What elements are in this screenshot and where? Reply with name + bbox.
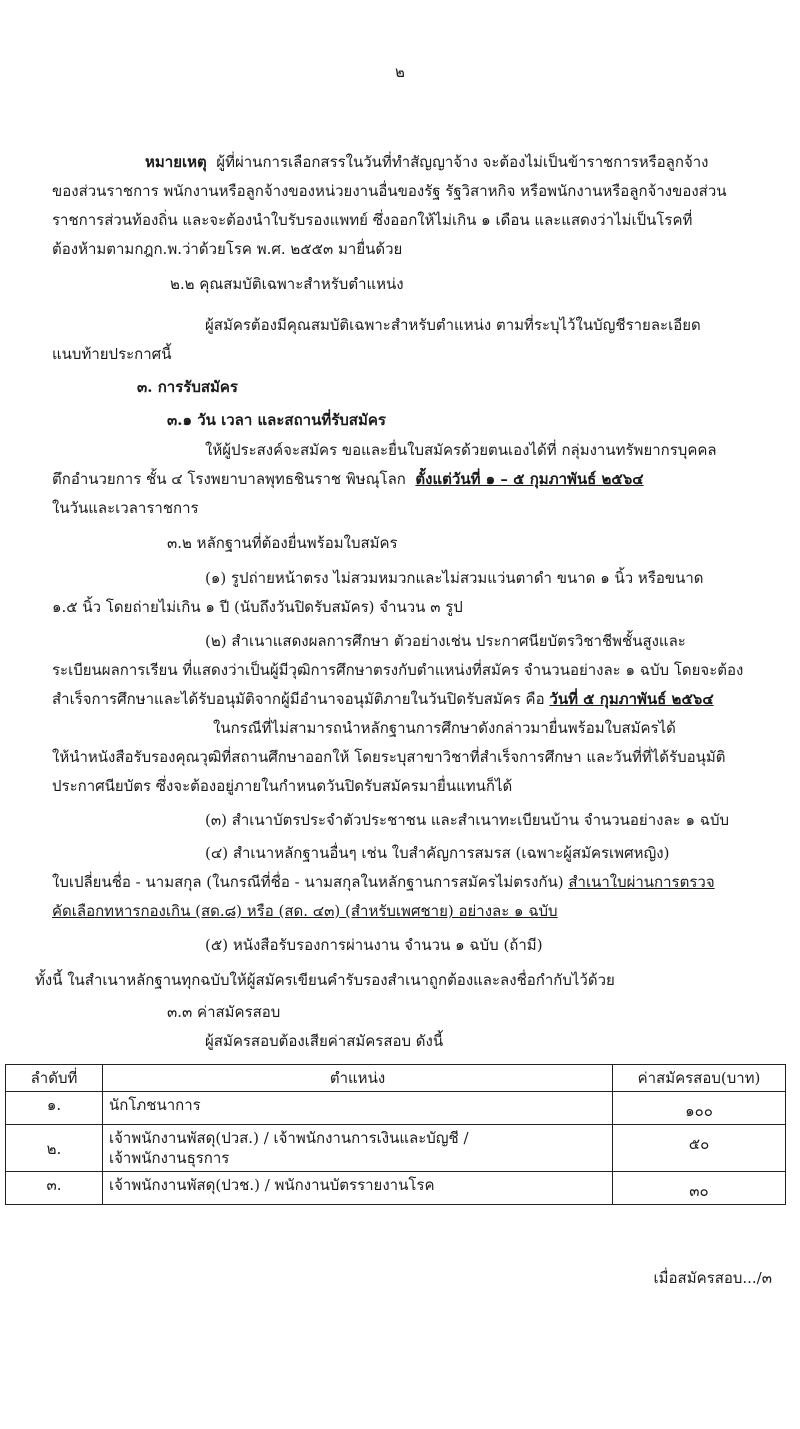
item-4-line-1: (๔) สำเนาหลักฐานอื่นๆ เช่น ใบสำคัญการสมรส (เฉพาะผู้สมัครเพศหญิง) [205, 844, 670, 862]
row-fee [613, 1125, 786, 1172]
row-fee [613, 1092, 786, 1125]
section-2-2-heading: ๒.๒ คุณสมบัติเฉพาะสำหรับตำแหน่ง [170, 275, 404, 293]
remark-label: หมายเหตุ [145, 153, 207, 171]
row-position: เจ้าพนักงานพัสดุ(ปวช.) / พนักงานบัตรรายงานโรค [103, 1172, 613, 1205]
fee-value: ๓๐ [689, 1182, 709, 1200]
section-3-1-line-1: ให้ผู้ประสงค์จะสมัคร ขอและยื่นใบสมัครด้วยตนเองได้ที่ กลุ่มงานทรัพยากรบุคคล [205, 441, 717, 459]
remark-line-1 [145, 152, 709, 172]
fee-value: ๑๐๐ [685, 1102, 713, 1120]
remark-line-2: ของส่วนราชการ พนักงานหรือลูกจ้างของหน่วยงานอื่นของรัฐ รัฐวิสาหกิจ หรือพนักงานหรือลูกจ้างของส่วน [52, 182, 727, 200]
section-2-2-line-1: ผู้สมัครต้องมีคุณสมบัติเฉพาะสำหรับตำแหน่ง ตามที่ระบุไว้ในบัญชีรายละเอียด [205, 316, 701, 334]
page-number: ๒ [395, 63, 405, 81]
item-2-line-2: ระเบียนผลการเรียน ที่แสดงว่าเป็นผู้มีวุฒิการศึกษาตรงกับตำแหน่งที่สมัคร จำนวนอย่างละ ๑ ฉบับ โดยจะต้อง [52, 661, 744, 679]
row-no: ๑. [6, 1092, 103, 1125]
section-3-1-heading: ๓.๑ วัน เวลา และสถานที่รับสมัคร [167, 411, 386, 429]
section-3-1-line-2 [52, 469, 644, 489]
item-4-military-doc: สำเนาใบผ่านการตรวจ [568, 873, 715, 891]
section-3-3-line-1: ผู้สมัครสอบต้องเสียค่าสมัครสอบ ดังนี้ [205, 1032, 444, 1050]
item-2-line-1: (๒) สำเนาแสดงผลการศึกษา ตัวอย่างเช่น ประกาศนียบัตรวิชาชีพชั้นสูงและ [205, 632, 686, 650]
row-no: ๓. [6, 1172, 103, 1205]
item-2-line-6: ประกาศนียบัตร ซึ่งจะต้องอยู่ภายในกำหนดวันปิดรับสมัครมายื่นแทนก็ได้ [52, 777, 513, 795]
table-row [6, 1172, 786, 1205]
item-4-line-2 [52, 872, 715, 892]
header-fee: ค่าสมัครสอบ(บาท) [613, 1065, 786, 1092]
row-position-line-2: เจ้าพนักงานธุรการ [109, 1149, 230, 1167]
remark-line-3: ราชการส่วนท้องถิ่น และจะต้องนำใบรับรองแพทย์ ซึ่งออกให้ไม่เกิน ๑ เดือน และแสดงว่าไม่เป็นโรคที่ [52, 211, 693, 229]
section-3-2-heading: ๓.๒ หลักฐานที่ต้องยื่นพร้อมใบสมัคร [167, 534, 398, 552]
remark-text-1: ผู้ที่ผ่านการเลือกสรรในวันที่ทำสัญญาจ้าง จะต้องไม่เป็นข้าราชการหรือลูกจ้าง [216, 153, 709, 171]
continuation-note: เมื่อสมัครสอบ.../๓ [653, 1269, 772, 1287]
closing-date: วันที่ ๕ กุมภาพันธ์ ๒๕๖๔ [549, 690, 714, 708]
item-2-line-4: ในกรณีที่ไม่สามารถนำหลักฐานการศึกษาดังกล่าวมายื่นพร้อมใบสมัครได้ [213, 719, 676, 737]
header-no: ลำดับที่ [6, 1065, 103, 1092]
fee-table-header [6, 1065, 786, 1092]
row-position: นักโภชนาการ [103, 1092, 613, 1125]
row-fee [613, 1172, 786, 1205]
item-4-name-change: ใบเปลี่ยนชื่อ - นามสกุล (ในกรณีที่ชื่อ - นามสกุลในหลักฐานการสมัครไม่ตรงกัน) [52, 873, 564, 891]
header-position: ตำแหน่ง [103, 1065, 613, 1092]
item-3: (๓) สำเนาบัตรประจำตัวประชาชน และสำเนาทะเบียนบ้าน จำนวนอย่างละ ๑ ฉบับ [205, 811, 730, 829]
row-no: ๒. [6, 1125, 103, 1172]
item-2-text: สำเร็จการศึกษาและได้รับอนุมัติจากผู้มีอำนาจอนุมัติภายในวันปิดรับสมัคร คือ [52, 690, 545, 708]
table-row [6, 1125, 786, 1172]
row-position [103, 1125, 613, 1172]
section-3-1-dates: ตั้งแต่วันที่ ๑ – ๕ กุมภาพันธ์ ๒๕๖๔ [415, 470, 644, 488]
fee-value: ๕๐ [688, 1135, 710, 1153]
remark-line-4: ต้องห้ามตามกฎก.พ.ว่าด้วยโรค พ.ศ. ๒๕๕๓ มายื่นด้วย [52, 240, 403, 258]
item-2-line-5: ให้นำหนังสือรับรองคุณวุฒิที่สถานศึกษาออกให้ โดยระบุสาขาวิชาที่สำเร็จการศึกษา และวันที่ที่ได้รับอนุมัติ [52, 748, 726, 766]
section-2-2-line-2: แนบท้ายประกาศนี้ [52, 345, 172, 363]
item-1-line-2: ๑.๕ นิ้ว โดยถ่ายไม่เกิน ๑ ปี (นับถึงวันปิดรับสมัคร) จำนวน ๓ รูป [52, 598, 463, 616]
item-1-line-1: (๑) รูปถ่ายหน้าตรง ไม่สวมหมวกและไม่สวมแว่นตาดำ ขนาด ๑ นิ้ว หรือขนาด [205, 569, 704, 587]
section-3-1-line-3: ในวันและเวลาราชการ [52, 499, 199, 517]
section-3-1-place: ตึกอำนวยการ ชั้น ๔ โรงพยาบาลพุทธชินราช พิษณุโลก [52, 470, 406, 488]
section-3-3-heading: ๓.๓ ค่าสมัครสอบ [167, 1003, 281, 1021]
item-5: (๕) หนังสือรับรองการผ่านงาน จำนวน ๑ ฉบับ (ถ้ามี) [205, 936, 543, 954]
table-row [6, 1092, 786, 1125]
item-2-line-3 [52, 689, 714, 709]
row-position-line-1: เจ้าพนักงานพัสดุ(ปวส.) / เจ้าพนักงานการเงินและบัญชี / [109, 1129, 469, 1147]
item-4-line-3: คัดเลือกทหารกองเกิน (สด.๘) หรือ (สด. ๔๓) (สำหรับเพศชาย) อย่างละ ๑ ฉบับ [52, 902, 558, 920]
fee-table [5, 1064, 786, 1205]
certification-note: ทั้งนี้ ในสำเนาหลักฐานทุกฉบับให้ผู้สมัครเขียนคำรับรองสำเนาถูกต้องและลงชื่อกำกับไว้ด้วย [35, 971, 615, 989]
section-3-heading: ๓. การรับสมัคร [137, 378, 238, 396]
